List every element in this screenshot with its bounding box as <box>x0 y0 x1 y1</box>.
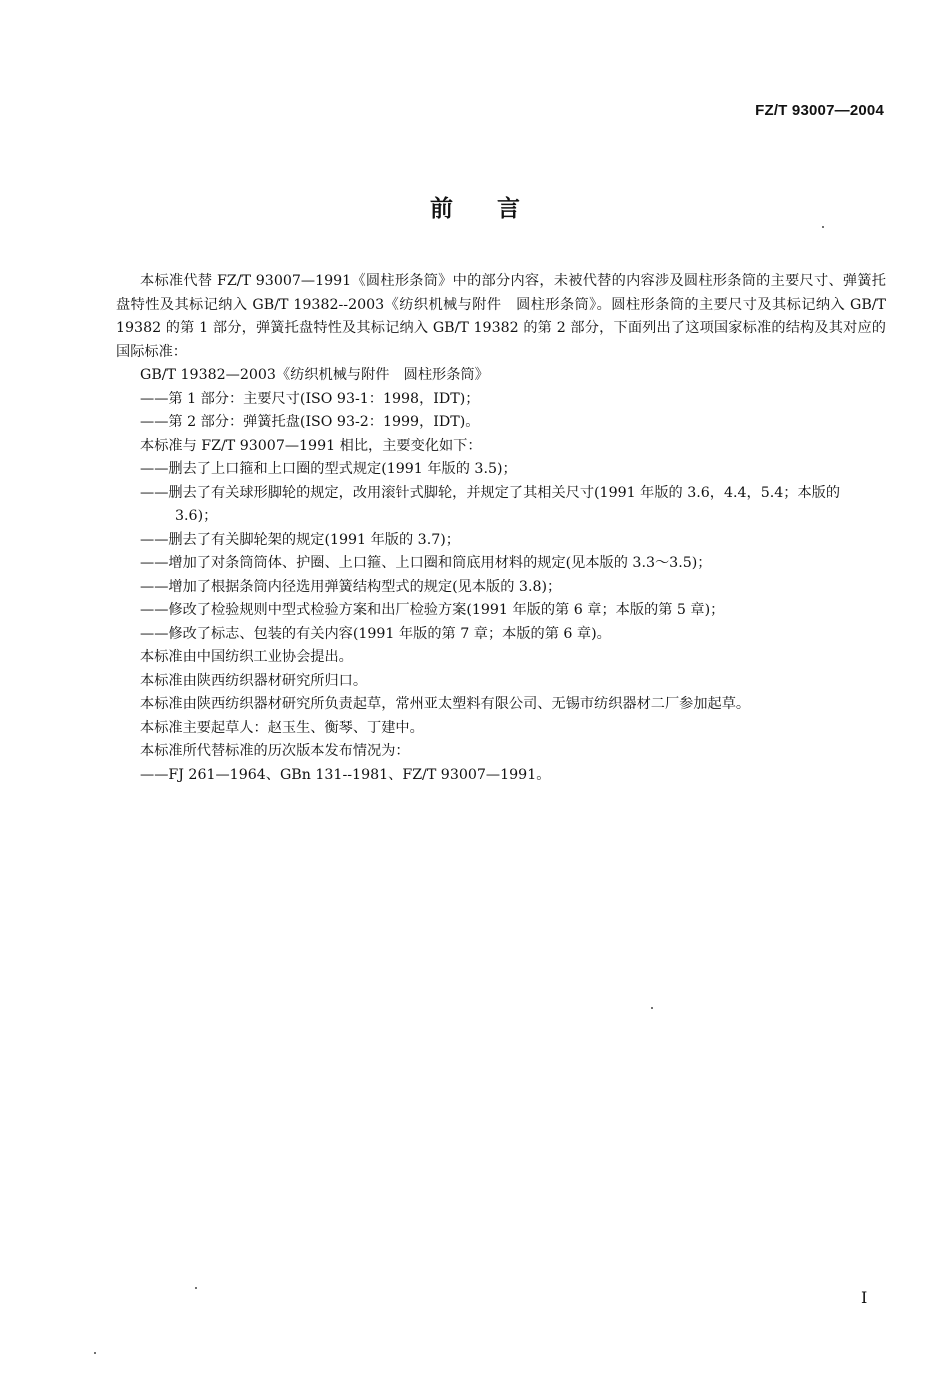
statement-line: 本标准由中国纺织工业协会提出。 <box>140 649 353 665</box>
part-item: ——第 1 部分：主要尺寸(ISO 93-1：1998，IDT)； <box>140 390 480 407</box>
change-item: ——删去了有关脚轮架的规定(1991 年版的 3.7)； <box>140 531 460 548</box>
statement-line: 本标准主要起草人：赵玉生、衡琴、丁建中。 <box>140 719 424 736</box>
change-item: ——增加了根据条筒内径选用弹簧结构型式的规定(见本版的 3.8)； <box>140 578 562 595</box>
scan-speck <box>651 1007 653 1009</box>
scan-speck <box>94 1352 96 1354</box>
statement-line: 本标准由陕西纺织器材研究所归口。 <box>140 672 368 689</box>
intro-paragraph: 本标准代替 FZ/T 93007—1991《圆柱形条筒》中的部分内容，未被代替的内容涉及圆柱形条筒的主要尺寸、弹簧托盘特性及其标记纳入 GB/T 19382--2003《纺织机械与附件 圆柱形条筒》。圆柱形条筒的主要尺寸及其标记纳入 GB/T 19382 的第 1 部分，弹簧托盘特性及其标记纳入 GB/T 19382 的第 2 部分，下面列出了这项国家标准的结构及其对应的国际标准： <box>116 273 886 360</box>
standard-number-header: FZ/T 93007—2004 <box>755 102 884 119</box>
page-title: 前言 <box>430 196 564 222</box>
change-item: ——增加了对条筒筒体、护圈、上口箍、上口圈和筒底用材料的规定(见本版的 3.3～3.5)； <box>140 555 712 571</box>
change-item: ——修改了标志、包装的有关内容(1991 年版的第 7 章；本版的第 6 章)。 <box>140 625 611 642</box>
change-item: ——删去了上口箍和上口圈的型式规定(1991 年版的 3.5)； <box>140 461 517 477</box>
national-standard-line: GB/T 19382—2003《纺织机械与附件 圆柱形条筒》 <box>140 367 489 383</box>
document-body <box>116 270 886 787</box>
scan-speck <box>822 226 824 228</box>
statement-line: 本标准由陕西纺织器材研究所负责起草，常州亚太塑料有限公司、无锡市纺织器材二厂参加起草。 <box>140 696 751 712</box>
page-number: I <box>861 1288 868 1307</box>
scan-speck <box>195 1287 197 1289</box>
changes-intro: 本标准与 FZ/T 93007—1991 相比，主要变化如下： <box>140 437 482 454</box>
change-item: ——删去了有关球形脚轮的规定，改用滚针式脚轮，并规定了其相关尺寸(1991 年版的 3.6，4.4，5.4；本版的 3.6)； <box>140 484 841 524</box>
part-item: ——第 2 部分：弹簧托盘(ISO 93-2：1999，IDT)。 <box>140 414 480 430</box>
history-line: ——FJ 261—1964、GBn 131--1981、FZ/T 93007—1991。 <box>140 766 551 783</box>
statement-line: 本标准所代替标准的历次版本发布情况为： <box>140 743 410 759</box>
change-item: ——修改了检验规则中型式检验方案和出厂检验方案(1991 年版的第 6 章；本版的第 5 章)； <box>140 602 725 618</box>
